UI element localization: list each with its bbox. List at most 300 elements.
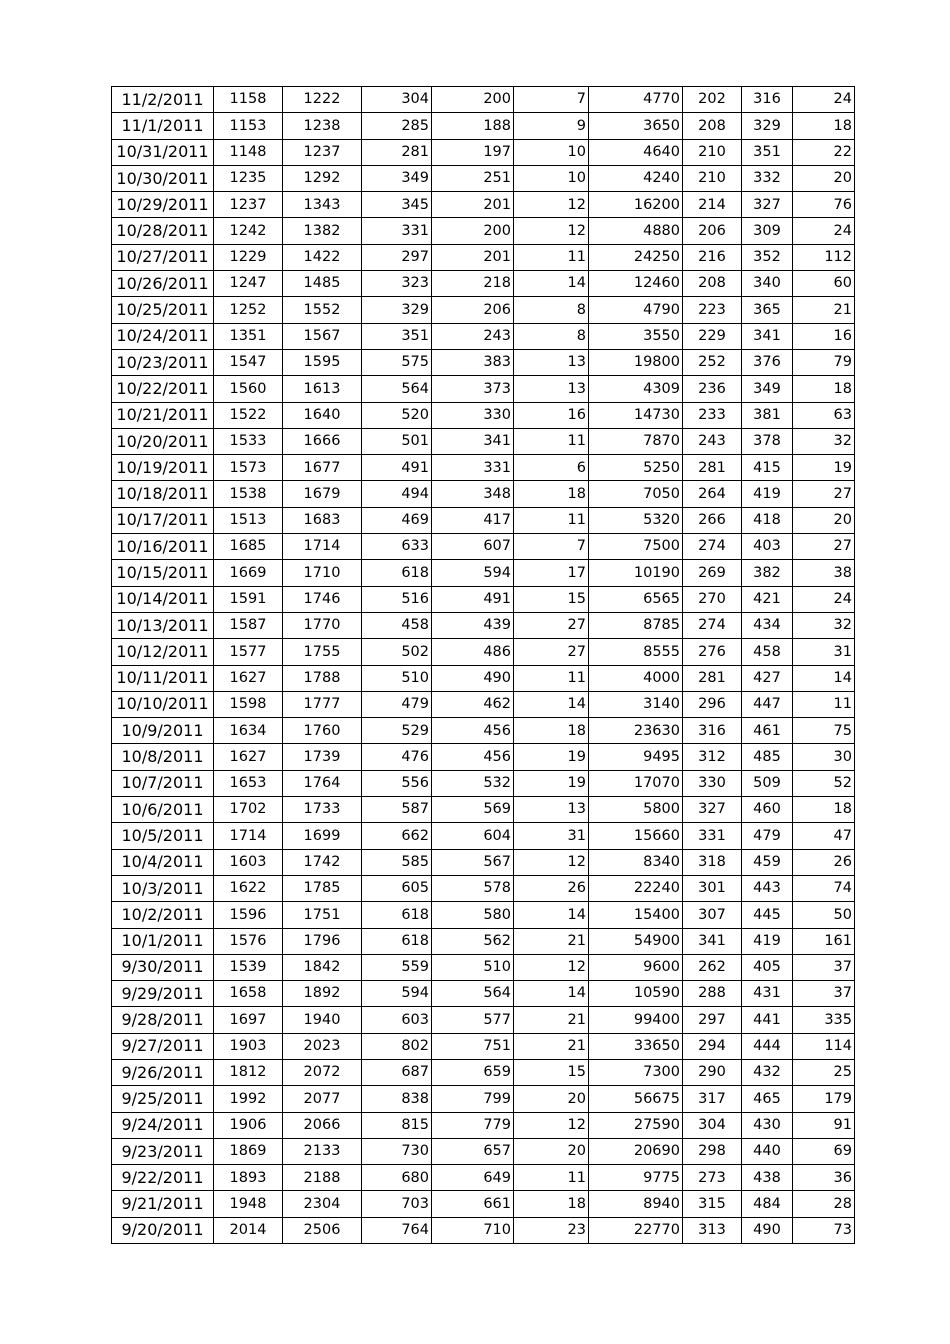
- date-cell: 9/26/2011: [112, 1059, 214, 1085]
- date-cell: 11/2/2011: [112, 87, 214, 113]
- value-cell: 18: [514, 718, 589, 744]
- value-cell: 3140: [589, 691, 683, 717]
- value-cell: 18: [793, 797, 855, 823]
- value-cell: 11: [514, 665, 589, 691]
- value-cell: 11: [514, 1165, 589, 1191]
- value-cell: 1596: [214, 902, 283, 928]
- value-cell: 317: [683, 1086, 742, 1112]
- value-cell: 20: [514, 1138, 589, 1164]
- value-cell: 1788: [283, 665, 362, 691]
- value-cell: 229: [683, 323, 742, 349]
- value-cell: 351: [362, 323, 432, 349]
- value-cell: 112: [793, 244, 855, 270]
- table-row: [112, 113, 855, 139]
- value-cell: 594: [362, 981, 432, 1007]
- value-cell: 252: [683, 349, 742, 375]
- value-cell: 11: [514, 428, 589, 454]
- value-cell: 1235: [214, 165, 283, 191]
- value-cell: 575: [362, 349, 432, 375]
- value-cell: 491: [432, 586, 514, 612]
- value-cell: 1714: [214, 823, 283, 849]
- value-cell: 23: [514, 1217, 589, 1243]
- table-row: [112, 560, 855, 586]
- value-cell: 27590: [589, 1112, 683, 1138]
- value-cell: 19: [514, 744, 589, 770]
- value-cell: 304: [683, 1112, 742, 1138]
- table-row: [112, 1059, 855, 1085]
- date-cell: 10/4/2011: [112, 849, 214, 875]
- value-cell: 432: [742, 1059, 793, 1085]
- value-cell: 5250: [589, 455, 683, 481]
- value-cell: 5800: [589, 797, 683, 823]
- value-cell: 304: [362, 87, 432, 113]
- value-cell: 341: [683, 928, 742, 954]
- table-row: [112, 1165, 855, 1191]
- value-cell: 276: [683, 639, 742, 665]
- value-cell: 331: [683, 823, 742, 849]
- value-cell: 206: [683, 218, 742, 244]
- value-cell: 419: [742, 928, 793, 954]
- value-cell: 1669: [214, 560, 283, 586]
- value-cell: 25: [793, 1059, 855, 1085]
- value-cell: 1622: [214, 875, 283, 901]
- value-cell: 1714: [283, 534, 362, 560]
- value-cell: 274: [683, 534, 742, 560]
- value-cell: 486: [432, 639, 514, 665]
- value-cell: 15400: [589, 902, 683, 928]
- value-cell: 33650: [589, 1033, 683, 1059]
- table-row: [112, 849, 855, 875]
- table-row: [112, 875, 855, 901]
- table-row: [112, 271, 855, 297]
- value-cell: 341: [742, 323, 793, 349]
- value-cell: 501: [362, 428, 432, 454]
- value-cell: 12460: [589, 271, 683, 297]
- value-cell: 3650: [589, 113, 683, 139]
- date-cell: 9/21/2011: [112, 1191, 214, 1217]
- value-cell: 273: [683, 1165, 742, 1191]
- value-cell: 330: [683, 770, 742, 796]
- value-cell: 494: [362, 481, 432, 507]
- value-cell: 1640: [283, 402, 362, 428]
- value-cell: 351: [742, 139, 793, 165]
- value-cell: 31: [514, 823, 589, 849]
- value-cell: 345: [362, 192, 432, 218]
- value-cell: 17: [514, 560, 589, 586]
- value-cell: 262: [683, 954, 742, 980]
- value-cell: 13: [514, 797, 589, 823]
- date-cell: 10/26/2011: [112, 271, 214, 297]
- value-cell: 439: [432, 612, 514, 638]
- date-cell: 10/18/2011: [112, 481, 214, 507]
- value-cell: 14: [514, 902, 589, 928]
- value-cell: 331: [432, 455, 514, 481]
- date-cell: 10/20/2011: [112, 428, 214, 454]
- value-cell: 1770: [283, 612, 362, 638]
- value-cell: 751: [432, 1033, 514, 1059]
- value-cell: 313: [683, 1217, 742, 1243]
- value-cell: 662: [362, 823, 432, 849]
- table-row: [112, 586, 855, 612]
- value-cell: 63: [793, 402, 855, 428]
- value-cell: 38: [793, 560, 855, 586]
- value-cell: 1677: [283, 455, 362, 481]
- value-cell: 383: [432, 349, 514, 375]
- value-cell: 349: [362, 165, 432, 191]
- table-row: [112, 797, 855, 823]
- value-cell: 327: [742, 192, 793, 218]
- value-cell: 421: [742, 586, 793, 612]
- value-cell: 4000: [589, 665, 683, 691]
- value-cell: 661: [432, 1191, 514, 1217]
- value-cell: 802: [362, 1033, 432, 1059]
- value-cell: 4640: [589, 139, 683, 165]
- value-cell: 1595: [283, 349, 362, 375]
- value-cell: 1552: [283, 297, 362, 323]
- value-cell: 1739: [283, 744, 362, 770]
- value-cell: 197: [432, 139, 514, 165]
- value-cell: 633: [362, 534, 432, 560]
- value-cell: 19: [793, 455, 855, 481]
- value-cell: 687: [362, 1059, 432, 1085]
- value-cell: 208: [683, 113, 742, 139]
- value-cell: 431: [742, 981, 793, 1007]
- value-cell: 594: [432, 560, 514, 586]
- value-cell: 11: [793, 691, 855, 717]
- value-cell: 520: [362, 402, 432, 428]
- date-cell: 10/24/2011: [112, 323, 214, 349]
- value-cell: 312: [683, 744, 742, 770]
- date-cell: 10/30/2011: [112, 165, 214, 191]
- value-cell: 7: [514, 87, 589, 113]
- value-cell: 649: [432, 1165, 514, 1191]
- value-cell: 14: [793, 665, 855, 691]
- table-row: [112, 1138, 855, 1164]
- value-cell: 201: [432, 192, 514, 218]
- value-cell: 4240: [589, 165, 683, 191]
- value-cell: 16: [514, 402, 589, 428]
- value-cell: 1683: [283, 507, 362, 533]
- value-cell: 223: [683, 297, 742, 323]
- value-cell: 69: [793, 1138, 855, 1164]
- value-cell: 7500: [589, 534, 683, 560]
- value-cell: 8: [514, 297, 589, 323]
- value-cell: 1237: [214, 192, 283, 218]
- table-row: [112, 428, 855, 454]
- value-cell: 99400: [589, 1007, 683, 1033]
- value-cell: 703: [362, 1191, 432, 1217]
- value-cell: 434: [742, 612, 793, 638]
- value-cell: 838: [362, 1086, 432, 1112]
- value-cell: 1777: [283, 691, 362, 717]
- value-cell: 1567: [283, 323, 362, 349]
- value-cell: 21: [793, 297, 855, 323]
- value-cell: 14: [514, 691, 589, 717]
- value-cell: 490: [742, 1217, 793, 1243]
- value-cell: 315: [683, 1191, 742, 1217]
- value-cell: 405: [742, 954, 793, 980]
- value-cell: 281: [683, 455, 742, 481]
- table-row: [112, 1112, 855, 1138]
- table-row: [112, 691, 855, 717]
- value-cell: 585: [362, 849, 432, 875]
- value-cell: 509: [742, 770, 793, 796]
- value-cell: 1710: [283, 560, 362, 586]
- value-cell: 1892: [283, 981, 362, 1007]
- value-cell: 618: [362, 928, 432, 954]
- value-cell: 479: [362, 691, 432, 717]
- value-cell: 200: [432, 218, 514, 244]
- date-cell: 10/5/2011: [112, 823, 214, 849]
- value-cell: 233: [683, 402, 742, 428]
- date-cell: 10/23/2011: [112, 349, 214, 375]
- date-cell: 9/20/2011: [112, 1217, 214, 1243]
- value-cell: 1627: [214, 744, 283, 770]
- value-cell: 22240: [589, 875, 683, 901]
- value-cell: 11: [514, 244, 589, 270]
- value-cell: 200: [432, 87, 514, 113]
- table-row: [112, 928, 855, 954]
- value-cell: 1658: [214, 981, 283, 1007]
- value-cell: 32: [793, 612, 855, 638]
- value-cell: 114: [793, 1033, 855, 1059]
- value-cell: 79: [793, 349, 855, 375]
- value-cell: 8340: [589, 849, 683, 875]
- date-cell: 10/21/2011: [112, 402, 214, 428]
- date-cell: 10/15/2011: [112, 560, 214, 586]
- value-cell: 1247: [214, 271, 283, 297]
- data-table: [111, 86, 855, 1244]
- value-cell: 587: [362, 797, 432, 823]
- value-cell: 288: [683, 981, 742, 1007]
- value-cell: 1699: [283, 823, 362, 849]
- value-cell: 8: [514, 323, 589, 349]
- table-row: [112, 376, 855, 402]
- value-cell: 281: [362, 139, 432, 165]
- value-cell: 444: [742, 1033, 793, 1059]
- date-cell: 10/2/2011: [112, 902, 214, 928]
- value-cell: 18: [793, 376, 855, 402]
- value-cell: 1948: [214, 1191, 283, 1217]
- value-cell: 264: [683, 481, 742, 507]
- value-cell: 330: [432, 402, 514, 428]
- value-cell: 1292: [283, 165, 362, 191]
- value-cell: 1653: [214, 770, 283, 796]
- value-cell: 1697: [214, 1007, 283, 1033]
- date-cell: 10/25/2011: [112, 297, 214, 323]
- date-cell: 9/23/2011: [112, 1138, 214, 1164]
- value-cell: 5320: [589, 507, 683, 533]
- date-cell: 10/8/2011: [112, 744, 214, 770]
- value-cell: 1760: [283, 718, 362, 744]
- value-cell: 447: [742, 691, 793, 717]
- value-cell: 562: [432, 928, 514, 954]
- value-cell: 12: [514, 218, 589, 244]
- value-cell: 201: [432, 244, 514, 270]
- value-cell: 1634: [214, 718, 283, 744]
- value-cell: 1576: [214, 928, 283, 954]
- value-cell: 577: [432, 1007, 514, 1033]
- value-cell: 564: [432, 981, 514, 1007]
- value-cell: 1627: [214, 665, 283, 691]
- value-cell: 335: [793, 1007, 855, 1033]
- value-cell: 7: [514, 534, 589, 560]
- value-cell: 1903: [214, 1033, 283, 1059]
- value-cell: 294: [683, 1033, 742, 1059]
- value-cell: 381: [742, 402, 793, 428]
- value-cell: 2077: [283, 1086, 362, 1112]
- value-cell: 210: [683, 165, 742, 191]
- value-cell: 179: [793, 1086, 855, 1112]
- value-cell: 206: [432, 297, 514, 323]
- value-cell: 607: [432, 534, 514, 560]
- value-cell: 1547: [214, 349, 283, 375]
- value-cell: 559: [362, 954, 432, 980]
- value-cell: 3550: [589, 323, 683, 349]
- value-cell: 24250: [589, 244, 683, 270]
- value-cell: 6: [514, 455, 589, 481]
- date-cell: 10/3/2011: [112, 875, 214, 901]
- date-cell: 10/22/2011: [112, 376, 214, 402]
- date-cell: 9/27/2011: [112, 1033, 214, 1059]
- value-cell: 4880: [589, 218, 683, 244]
- value-cell: 309: [742, 218, 793, 244]
- value-cell: 510: [362, 665, 432, 691]
- table-row: [112, 1033, 855, 1059]
- value-cell: 10: [514, 165, 589, 191]
- value-cell: 76: [793, 192, 855, 218]
- value-cell: 352: [742, 244, 793, 270]
- table-row: [112, 165, 855, 191]
- value-cell: 730: [362, 1138, 432, 1164]
- value-cell: 15660: [589, 823, 683, 849]
- value-cell: 243: [683, 428, 742, 454]
- date-cell: 9/24/2011: [112, 1112, 214, 1138]
- value-cell: 1422: [283, 244, 362, 270]
- value-cell: 47: [793, 823, 855, 849]
- value-cell: 2066: [283, 1112, 362, 1138]
- table-row: [112, 1007, 855, 1033]
- value-cell: 382: [742, 560, 793, 586]
- value-cell: 459: [742, 849, 793, 875]
- value-cell: 441: [742, 1007, 793, 1033]
- value-cell: 1869: [214, 1138, 283, 1164]
- value-cell: 556: [362, 770, 432, 796]
- table-row: [112, 192, 855, 218]
- value-cell: 1755: [283, 639, 362, 665]
- value-cell: 27: [514, 639, 589, 665]
- value-cell: 21: [514, 928, 589, 954]
- value-cell: 469: [362, 507, 432, 533]
- value-cell: 659: [432, 1059, 514, 1085]
- value-cell: 564: [362, 376, 432, 402]
- value-cell: 1746: [283, 586, 362, 612]
- value-cell: 491: [362, 455, 432, 481]
- date-cell: 10/31/2011: [112, 139, 214, 165]
- value-cell: 1992: [214, 1086, 283, 1112]
- date-cell: 10/10/2011: [112, 691, 214, 717]
- table-row: [112, 297, 855, 323]
- date-cell: 10/28/2011: [112, 218, 214, 244]
- value-cell: 331: [362, 218, 432, 244]
- value-cell: 18: [793, 113, 855, 139]
- value-cell: 569: [432, 797, 514, 823]
- value-cell: 266: [683, 507, 742, 533]
- value-cell: 1796: [283, 928, 362, 954]
- value-cell: 490: [432, 665, 514, 691]
- table-row: [112, 244, 855, 270]
- value-cell: 12: [514, 192, 589, 218]
- value-cell: 1513: [214, 507, 283, 533]
- value-cell: 1702: [214, 797, 283, 823]
- value-cell: 567: [432, 849, 514, 875]
- value-cell: 460: [742, 797, 793, 823]
- value-cell: 1522: [214, 402, 283, 428]
- value-cell: 376: [742, 349, 793, 375]
- table-row: [112, 981, 855, 1007]
- date-cell: 10/1/2011: [112, 928, 214, 954]
- value-cell: 307: [683, 902, 742, 928]
- value-cell: 2188: [283, 1165, 362, 1191]
- value-cell: 479: [742, 823, 793, 849]
- value-cell: 456: [432, 744, 514, 770]
- table-row: [112, 349, 855, 375]
- value-cell: 1343: [283, 192, 362, 218]
- value-cell: 415: [742, 455, 793, 481]
- value-cell: 516: [362, 586, 432, 612]
- value-cell: 9: [514, 113, 589, 139]
- value-cell: 7050: [589, 481, 683, 507]
- value-cell: 269: [683, 560, 742, 586]
- value-cell: 270: [683, 586, 742, 612]
- value-cell: 21: [514, 1033, 589, 1059]
- value-cell: 13: [514, 376, 589, 402]
- value-cell: 236: [683, 376, 742, 402]
- value-cell: 440: [742, 1138, 793, 1164]
- value-cell: 1573: [214, 455, 283, 481]
- value-cell: 37: [793, 981, 855, 1007]
- value-cell: 1237: [283, 139, 362, 165]
- date-cell: 10/14/2011: [112, 586, 214, 612]
- value-cell: 9495: [589, 744, 683, 770]
- value-cell: 580: [432, 902, 514, 928]
- value-cell: 1666: [283, 428, 362, 454]
- value-cell: 1538: [214, 481, 283, 507]
- value-cell: 1906: [214, 1112, 283, 1138]
- value-cell: 23630: [589, 718, 683, 744]
- value-cell: 578: [432, 875, 514, 901]
- value-cell: 1785: [283, 875, 362, 901]
- value-cell: 16200: [589, 192, 683, 218]
- value-cell: 60: [793, 271, 855, 297]
- value-cell: 373: [432, 376, 514, 402]
- value-cell: 13: [514, 349, 589, 375]
- table-row: [112, 323, 855, 349]
- value-cell: 327: [683, 797, 742, 823]
- value-cell: 510: [432, 954, 514, 980]
- value-cell: 419: [742, 481, 793, 507]
- value-cell: 16: [793, 323, 855, 349]
- value-cell: 1893: [214, 1165, 283, 1191]
- value-cell: 1598: [214, 691, 283, 717]
- date-cell: 10/6/2011: [112, 797, 214, 823]
- value-cell: 1238: [283, 113, 362, 139]
- value-cell: 8785: [589, 612, 683, 638]
- value-cell: 19: [514, 770, 589, 796]
- value-cell: 75: [793, 718, 855, 744]
- value-cell: 618: [362, 902, 432, 928]
- date-cell: 10/27/2011: [112, 244, 214, 270]
